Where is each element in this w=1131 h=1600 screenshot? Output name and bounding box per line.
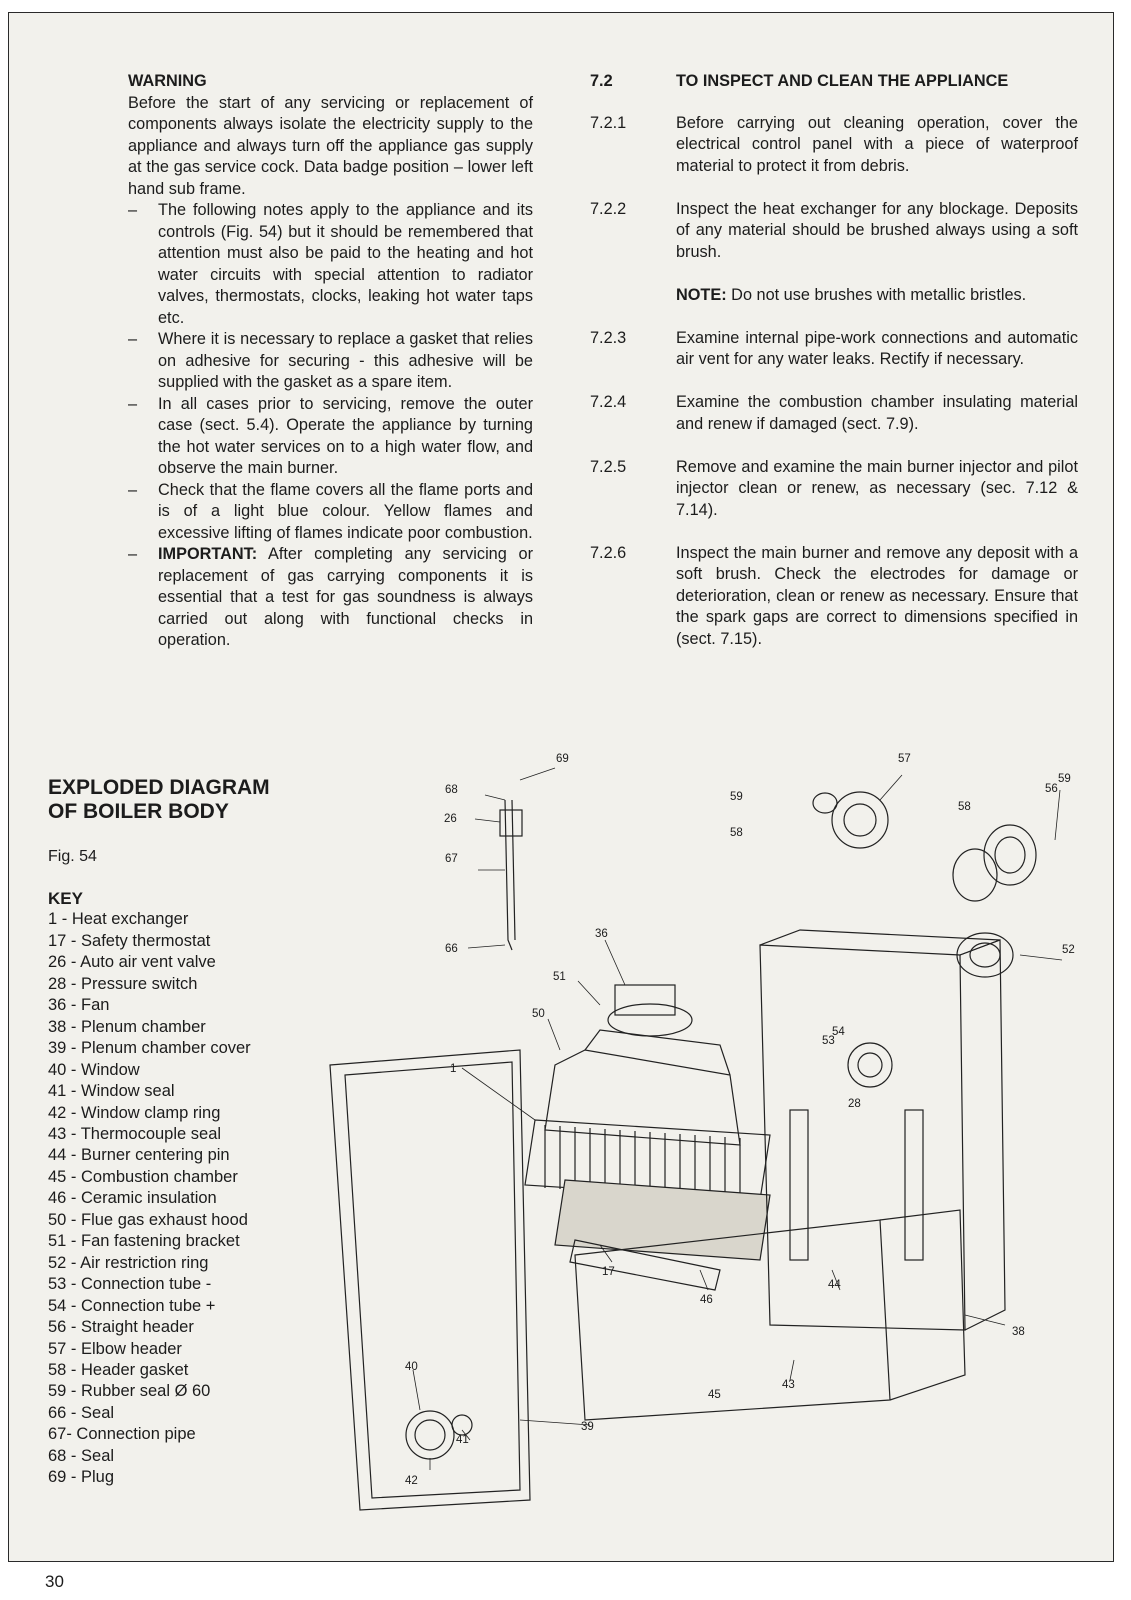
key-item: 68 - Seal [48, 1446, 115, 1465]
callout-17: 17 [602, 1266, 615, 1278]
connection-pipe [505, 800, 512, 950]
bullet-dash: – [128, 394, 138, 413]
key-item: 38 - Plenum chamber [48, 1017, 206, 1036]
plenum-chamber-front [760, 945, 965, 1330]
callout-56: 56 [1045, 783, 1058, 795]
key-item: 26 - Auto air vent valve [48, 953, 216, 972]
exploded-title-line2: OF BOILER BODY [48, 800, 229, 823]
section-item-body: Inspect the heat exchanger for any blockage. Deposits of any material should be brushed always using a soft brush. [676, 199, 1078, 261]
callout-50: 50 [532, 1008, 545, 1020]
callout-40: 40 [405, 1361, 418, 1373]
key-item: 53 - Connection tube - [48, 1275, 212, 1294]
section-item-body: Do not use brushes with metallic bristles. [726, 285, 1027, 304]
callout-1: 1 [450, 1063, 457, 1075]
callout-38: 38 [1012, 1326, 1025, 1338]
key-item: 43 - Thermocouple seal [48, 1124, 222, 1143]
section-item-number: 7.2.5 [590, 457, 627, 476]
pressure-switch [848, 1043, 892, 1087]
callout-44: 44 [828, 1279, 841, 1291]
key-item: 45 - Combustion chamber [48, 1167, 238, 1186]
pressure-switch-inner [858, 1053, 882, 1077]
figure-label: Fig. 54 [48, 848, 97, 865]
warning-intro: Before the start of any servicing or replacement of components always isolate the electricity supply to the appliance and always turn off the appliance gas supply at the gas service cock. Data badge position – lower left hand sub frame. [128, 93, 533, 198]
callout-67: 67 [445, 853, 458, 865]
exploded-title-line1: EXPLODED DIAGRAM [48, 776, 270, 799]
callout-52: 52 [1062, 944, 1075, 956]
section-item-number: 7.2.1 [590, 113, 627, 132]
callout-labels [405, 753, 1075, 1487]
callout-26: 26 [444, 813, 457, 825]
page-number: 30 [45, 1572, 64, 1591]
key-item: 46 - Ceramic insulation [48, 1189, 217, 1208]
key-item: 28 - Pressure switch [48, 974, 198, 993]
callout-57: 57 [898, 753, 911, 765]
plenum-chamber-cover-inner [345, 1062, 520, 1498]
callout-43: 43 [782, 1379, 795, 1391]
callout-42: 42 [405, 1475, 418, 1487]
burner-ceramic-insulation [555, 1180, 770, 1260]
bullet-dash: – [128, 201, 138, 219]
air-restriction-ring-inner [970, 943, 1000, 967]
elbow-header-inner [844, 804, 876, 836]
key-item: 40 - Window [48, 1060, 140, 1079]
bullet-body: After completing any servicing or replacement of gas carrying components it is essential that a test for gas soundness is always carried out along with functional checks in operation. [158, 545, 533, 649]
key-item: 69 - Plug [48, 1468, 115, 1487]
key-item: 58 - Header gasket [48, 1360, 189, 1379]
key-item: 44 - Burner centering pin [48, 1146, 230, 1165]
section-item-body: Examine the combustion chamber insulating material and renew if damaged (sect. 7.9). [676, 393, 1078, 433]
callout-59: 59 [1058, 773, 1071, 785]
callout-51: 51 [553, 971, 566, 983]
straight-header-inner [995, 837, 1025, 873]
callout-36: 36 [595, 928, 608, 940]
section-item-body: Inspect the main burner and remove any deposit with a soft brush. Check the electrodes for damage or deterioration, clean or renew as necessary. Ensure that the spark gaps are correct to dimensions specified in (sect. 7.15). [676, 543, 1078, 648]
key-heading: KEY [48, 889, 83, 908]
callout-59: 59 [730, 791, 743, 803]
key-item: 41 - Window seal [48, 1082, 175, 1101]
callout-68: 68 [445, 784, 458, 796]
section-item-body: Examine internal pipe-work connections and automatic air vent for any water leaks. Rectify if necessary. [676, 328, 1078, 368]
window-glass [415, 1420, 445, 1450]
window-ring [406, 1411, 454, 1459]
key-item: 57 - Elbow header [48, 1339, 182, 1358]
plenum-chamber-side [960, 940, 1005, 1330]
callout-69: 69 [556, 753, 569, 765]
key-item: 66 - Seal [48, 1403, 115, 1422]
warning-title: WARNING [128, 72, 207, 90]
fan-motor [615, 985, 675, 1015]
section-title: TO INSPECT AND CLEAN THE APPLIANCE [676, 72, 1009, 90]
bullet-lead: IMPORTANT: [158, 545, 258, 563]
key-item: 17 - Safety thermostat [48, 931, 211, 950]
callout-45: 45 [708, 1389, 721, 1401]
callout-53: 53 [822, 1035, 835, 1047]
section-item-number: 7.2.4 [590, 393, 627, 411]
callout-46: 46 [700, 1294, 713, 1306]
key-item: 67- Connection pipe [48, 1425, 196, 1444]
plenum-slot-2 [905, 1110, 923, 1260]
key-item: 59 - Rubber seal Ø 60 [48, 1382, 211, 1401]
connection-pipe-2 [512, 800, 515, 940]
fan-body [608, 1004, 692, 1036]
callout-54: 54 [832, 1026, 845, 1038]
bullet-dash: – [128, 545, 138, 563]
bullet-body: Check that the flame covers all the flame ports and is of a light blue colour. Yellow flames and excessive lifting of flames indicate poor combustion. [158, 480, 533, 542]
straight-header [984, 825, 1036, 885]
auto-air-vent [500, 810, 522, 836]
callout-66: 66 [445, 943, 458, 955]
callout-39: 39 [581, 1421, 594, 1433]
callout-41: 41 [456, 1434, 469, 1446]
section-item-number: 7.2.6 [590, 543, 627, 562]
key-item: 42 - Window clamp ring [48, 1103, 221, 1122]
bullet-body: In all cases prior to servicing, remove the outer case (sect. 5.4). Operate the appliance by turning the hot water services on to a high water flow, and observe the main burner. [158, 394, 533, 477]
section-item-body: Before carrying out cleaning operation, cover the electrical control panel with a piece of waterproof material to protect it from debris. [676, 113, 1078, 175]
bullet-dash: – [128, 330, 138, 348]
section-item-number: 7.2.3 [590, 328, 627, 347]
key-item: 39 - Plenum chamber cover [48, 1039, 251, 1058]
plenum-chamber-cover-outline [330, 1050, 530, 1510]
section-item-body: Remove and examine the main burner injector and pilot injector clean or renew, as necessary (sec. 7.12 & 7.14). [676, 457, 1078, 519]
section-number: 7.2 [590, 72, 613, 90]
bullet-body: Where it is necessary to replace a gasket that relies on adhesive for securing - this adhesive will be supplied with the gasket as a spare item. [158, 330, 533, 391]
key-item: 51 - Fan fastening bracket [48, 1232, 240, 1251]
window-seal [452, 1415, 472, 1435]
section-item-number: 7.2.2 [590, 199, 627, 218]
bullet-dash: – [128, 480, 138, 499]
key-item: 56 - Straight header [48, 1318, 194, 1337]
key-item: 36 - Fan [48, 996, 110, 1015]
callout-58: 58 [730, 827, 743, 839]
flue-hood-top [585, 1030, 730, 1075]
callout-58: 58 [958, 801, 971, 813]
elbow-header [832, 792, 888, 848]
key-item: 50 - Flue gas exhaust hood [48, 1210, 248, 1229]
key-item: 52 - Air restriction ring [48, 1253, 209, 1272]
bullet-body: The following notes apply to the appliance and its controls (Fig. 54) but it should be remembered that attention must also be paid to the heating and hot water circuits with special attention to radiator valves, thermostats, clocks, leaking hot water taps etc. [158, 201, 533, 327]
note-lead: NOTE: [676, 285, 727, 304]
callout-28: 28 [848, 1098, 861, 1110]
key-item: 54 - Connection tube + [48, 1296, 216, 1315]
key-item: 1 - Heat exchanger [48, 910, 189, 929]
plenum-slot-1 [790, 1110, 808, 1260]
rubber-seal [813, 793, 837, 813]
